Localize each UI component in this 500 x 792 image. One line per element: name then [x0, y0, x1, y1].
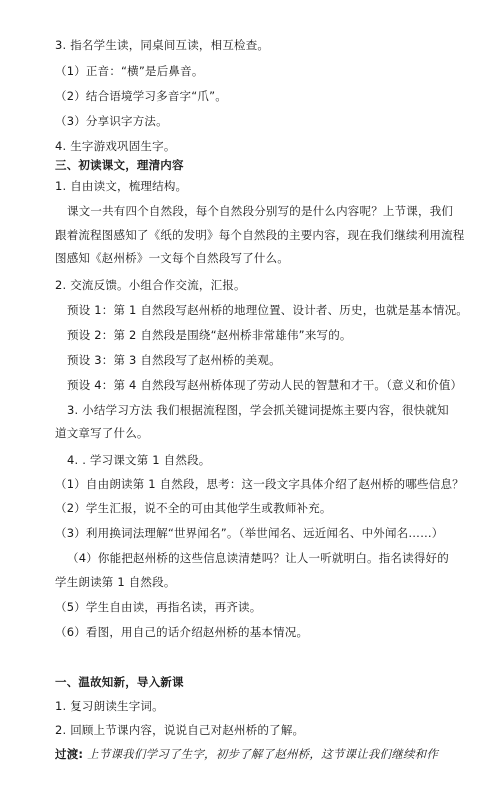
sub-step-4-line-1: （4）你能把赵州桥的这些信息读清楚吗？让人一听就明白。指名读得好的: [67, 551, 449, 565]
read-step-2: 2. 交流反馈。小组合作交流，汇报。: [55, 278, 246, 292]
transition-text: 上节课我们学习了生字，初步了解了赵州桥，这节课让我们继续和作: [87, 747, 439, 761]
step-3-3-line: （3）分享识字方法。: [55, 114, 168, 128]
sub-step-2: （2）学生汇报，说不全的可由其他学生或教师补充。: [55, 501, 332, 515]
paragraph-line-1: 课文一共有四个自然段，每个自然段分别写的是什么内容呢？上节课，我们: [67, 204, 454, 218]
read-step-4: 4. . 学习课文第 1 自然段。: [67, 453, 211, 467]
read-step-3-line-1: 3. 小结学习方法 我们根据流程图，学会抓关键词提炼主要内容，很快就知: [67, 403, 449, 417]
preset-2: 预设 2：第 2 自然段是围绕“赵州桥非常雄伟”来写的。: [67, 328, 352, 342]
paragraph-line-3: 图感知《赵州桥》一文每个自然段写了什么。: [55, 251, 289, 265]
review-step-1: 1. 复习朗读生字词。: [55, 699, 164, 713]
transition-label: 过渡:: [55, 747, 84, 761]
sub-step-5: （5）学生自由读，再指名读，再齐读。: [55, 600, 262, 614]
sub-step-3: （3）利用换词法理解“世界闻名”。（举世闻名、远近闻名、中外闻名……）: [55, 526, 444, 540]
step-4-line: 4. 生字游戏巩固生字。: [55, 139, 176, 153]
paragraph-line-2: 跟着流程图感知了《纸的发明》每个自然段的主要内容，现在我们继续利用流程: [55, 228, 465, 242]
section-heading-3: 三、初读课文，理清内容: [55, 158, 184, 172]
sub-step-1: （1）自由朗读第 1 自然段，思考：这一段文字具体介绍了赵州桥的哪些信息？: [55, 477, 464, 491]
preset-4: 预设 4：第 4 自然段写赵州桥体现了劳动人民的智慧和才干。（意义和价值）: [67, 378, 463, 392]
preset-1: 预设 1：第 1 自然段写赵州桥的地理位置、设计者、历史，也就是基本情况。: [67, 303, 468, 317]
step-3-line: 3. 指名学生读，同桌间互读，相互检查。: [55, 38, 270, 52]
step-3-1-line: （1）正音：“横”是后鼻音。: [55, 64, 204, 78]
review-step-2: 2. 回顾上节课内容，说说自己对赵州桥的了解。: [55, 723, 305, 737]
step-3-2-line: （2）结合语境学习多音字“爪”。: [55, 89, 227, 103]
read-step-3-line-2: 道文章写了什么。: [55, 426, 149, 440]
sub-step-6: （6）看图，用自己的话介绍赵州桥的基本情况。: [55, 625, 309, 639]
read-step-1: 1. 自由读文，梳理结构。: [55, 179, 188, 193]
transition-line: [55, 746, 438, 762]
preset-3: 预设 3：第 3 自然段写了赵州桥的美观。: [67, 353, 281, 367]
sub-step-4-line-2: 学生朗读第 1 自然段。: [55, 575, 176, 589]
section-heading-1: 一、温故知新，导入新课: [55, 675, 184, 689]
